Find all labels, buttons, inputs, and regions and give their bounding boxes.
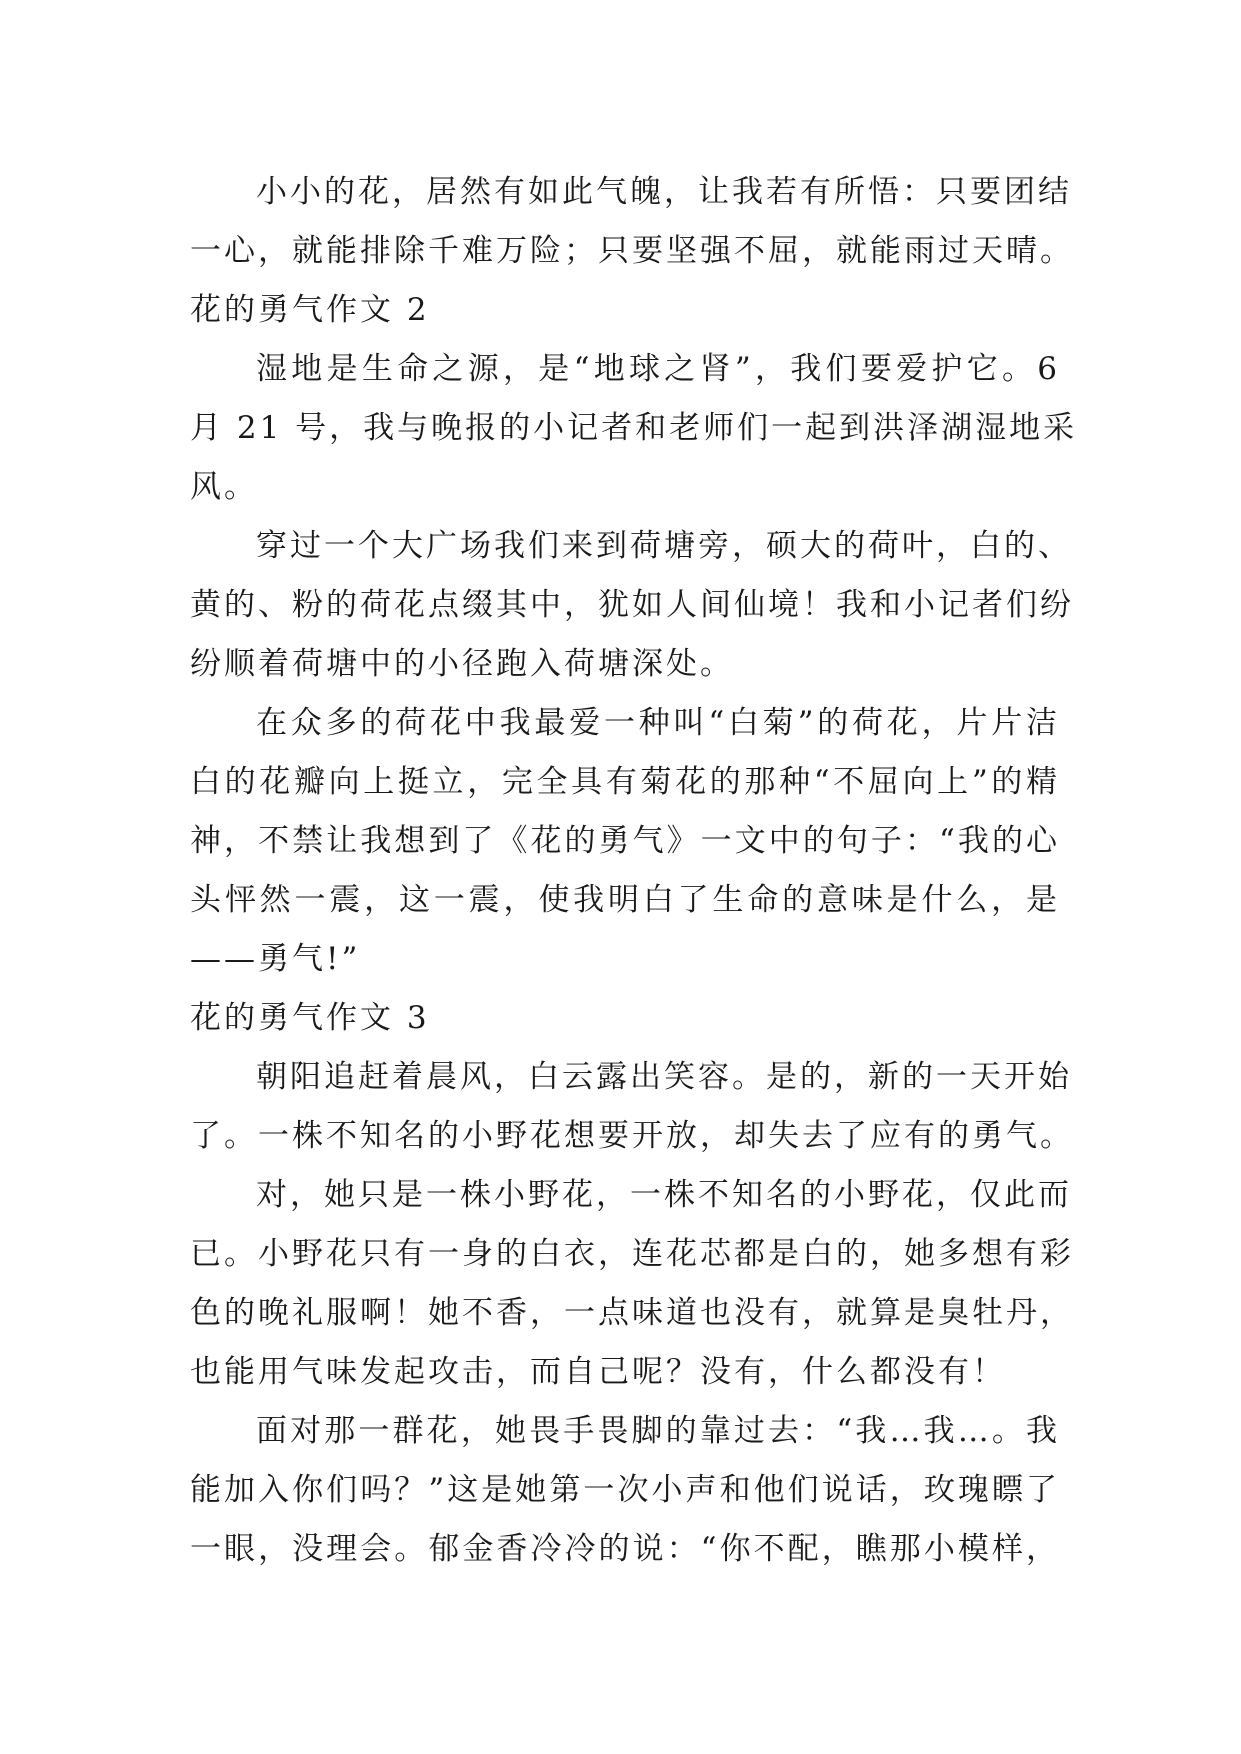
paragraph-line: 朝阳追赶着晨风，白云露出笑容。是的，新的一天开始	[256, 1059, 1072, 1095]
paragraph-line: ——勇气!”	[190, 941, 361, 977]
document-body	[190, 163, 1078, 1579]
paragraph-line: 湿地是生命之源，是“地球之肾”，我们要爱护它。6	[256, 351, 1060, 387]
paragraph-line: 一眼，没理会。郁金香冷冷的说：“你不配，瞧那小模样，	[190, 1531, 1060, 1567]
paragraph-line: 头怦然一震，这一震，使我明白了生命的意味是什么，是	[190, 882, 1060, 918]
paragraph-line: 一心，就能排除千难万险；只要坚强不屈，就能雨过天晴。	[190, 233, 1074, 269]
paragraph-line: 对，她只是一株小野花，一株不知名的小野花，仅此而	[256, 1177, 1072, 1213]
section-heading: 花的勇气作文 3	[190, 1000, 430, 1036]
paragraph-line: 白的花瓣向上挺立，完全具有菊花的那种“不屈向上”的精	[190, 764, 1060, 800]
paragraph-line: 色的晚礼服啊！她不香，一点味道也没有，就算是臭牡丹，	[190, 1295, 1074, 1331]
paragraph-line: 风。	[190, 469, 258, 505]
paragraph-line: 了。一株不知名的小野花想要开放，却失去了应有的勇气。	[190, 1118, 1074, 1154]
paragraph-line: 神，不禁让我想到了《花的勇气》一文中的句子：“我的心	[190, 823, 1060, 859]
section-heading: 花的勇气作文 2	[190, 292, 430, 328]
paragraph-line: 穿过一个大广场我们来到荷塘旁，硕大的荷叶，白的、	[256, 528, 1072, 564]
paragraph-line: 纷顺着荷塘中的小径跑入荷塘深处。	[190, 646, 734, 682]
paragraph-line: 小小的花，居然有如此气魄，让我若有所悟：只要团结	[256, 174, 1072, 210]
paragraph-line: 在众多的荷花中我最爱一种叫“白菊”的荷花，片片洁	[256, 705, 1060, 741]
paragraph-line: 已。小野花只有一身的白衣，连花芯都是白的，她多想有彩	[190, 1236, 1074, 1272]
paragraph-line: 黄的、粉的荷花点缀其中，犹如人间仙境！我和小记者们纷	[190, 587, 1074, 623]
paragraph-line: 也能用气味发起攻击，而自己呢？没有，什么都没有！	[190, 1354, 1006, 1390]
paragraph-line: 月 21 号，我与晚报的小记者和老师们一起到洪泽湖湿地采	[190, 410, 1078, 446]
paragraph-line: 面对那一群花，她畏手畏脚的靠过去：“我…我…。我	[256, 1413, 1060, 1449]
paragraph-line: 能加入你们吗？”这是她第一次小声和他们说话，玫瑰瞟了	[190, 1472, 1060, 1508]
